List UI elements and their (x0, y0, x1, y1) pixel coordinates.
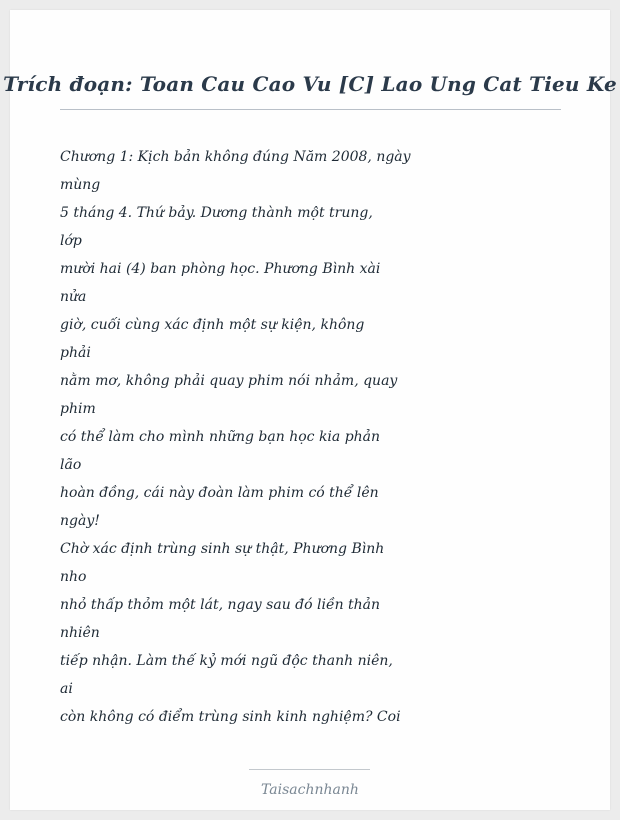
text-line: giờ, cuối cùng xác định một sự kiện, không (60, 317, 365, 333)
text-line: nhỏ thấp thỏm một lát, ngay sau đó liền thản (60, 597, 381, 613)
document-title: Trích đoạn: Toan Cau Cao Vu [C] Lao Ung Cat Tieu Ke (3, 72, 617, 96)
text-line: ngày! (60, 513, 100, 529)
text-line: nho (60, 569, 87, 585)
text-line: nửa (60, 289, 87, 305)
text-line: có thể làm cho mình những bạn học kia phản (60, 429, 381, 445)
footer-divider (249, 769, 370, 770)
title-divider (60, 109, 561, 110)
text-line: nằm mơ, không phải quay phim nói nhảm, quay (60, 373, 398, 389)
text-line: Chương 1: Kịch bản không đúng Năm 2008, ngày (60, 149, 411, 165)
text-line: còn không có điểm trùng sinh kinh nghiệm? Coi (60, 709, 401, 725)
text-line: mùng (60, 177, 101, 193)
footer-source: Taisachnhanh (261, 782, 359, 798)
text-line: hoàn đồng, cái này đoàn làm phim có thể lên (60, 485, 379, 501)
text-line: nhiên (60, 625, 100, 641)
document-body (60, 143, 411, 731)
text-line: lão (60, 457, 82, 473)
text-line: 5 tháng 4. Thứ bảy. Dương thành một trung, (60, 205, 373, 221)
text-line: lớp (60, 233, 82, 249)
text-line: phim (60, 401, 96, 417)
text-line: mười hai (4) ban phòng học. Phương Bình xài (60, 261, 381, 277)
document-page (3, 10, 617, 810)
text-line: ai (60, 681, 73, 697)
text-line: phải (60, 345, 91, 361)
text-line: Chờ xác định trùng sinh sự thật, Phương Bình (60, 541, 385, 557)
text-line: tiếp nhận. Làm thế kỷ mới ngũ độc thanh niên, (60, 653, 393, 669)
